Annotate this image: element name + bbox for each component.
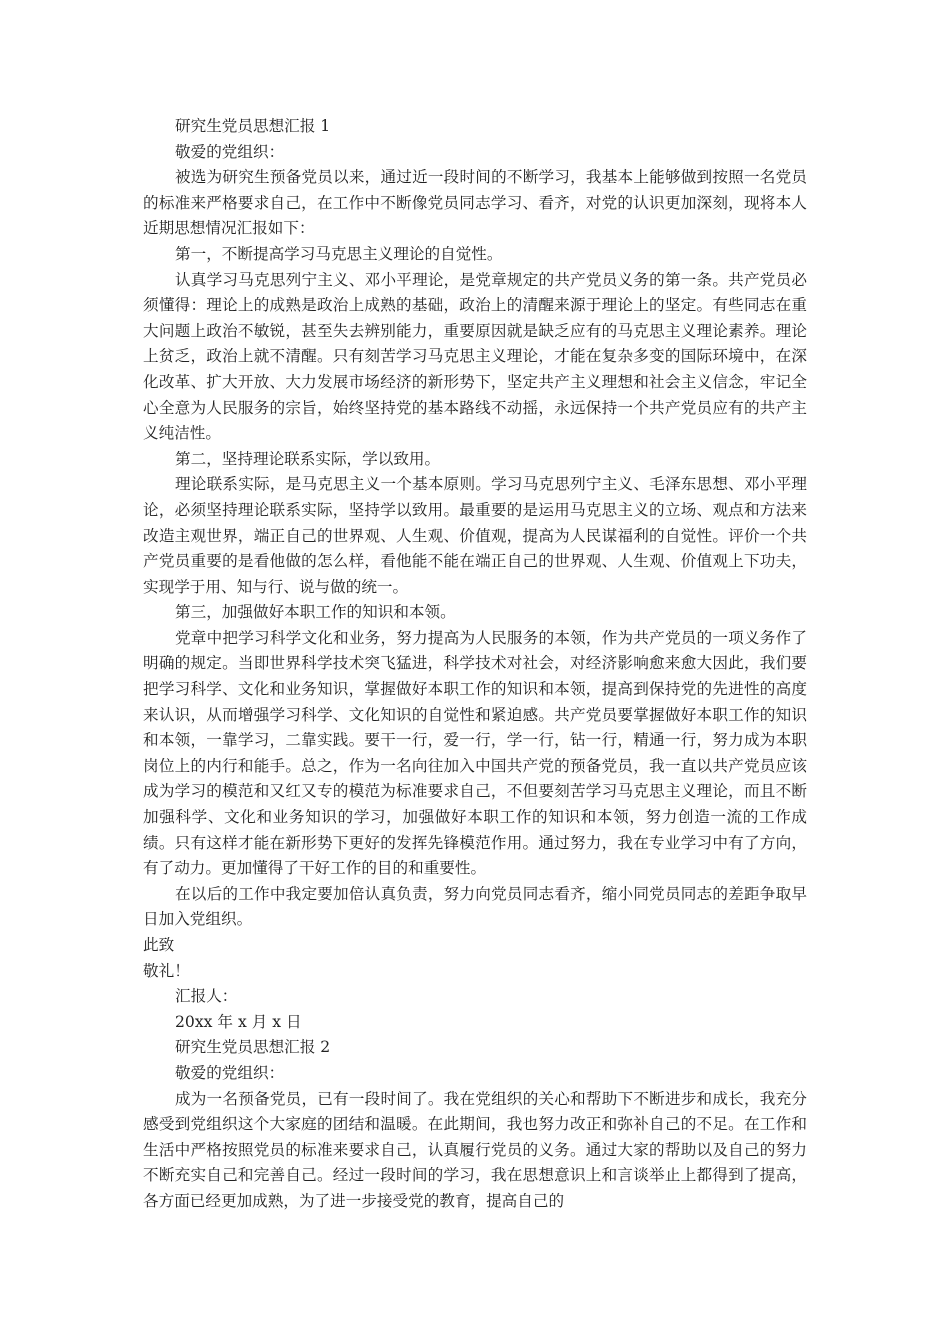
report-1-salutation: 敬爱的党组织： [175, 142, 285, 161]
body-paragraph: 认真学习马克思列宁主义、邓小平理论，是党章规定的共产党员义务的第一条。共产党员必须懂得：理论上的成熟是政治上成熟的基础，政治上的清醒来源于理论上的坚定。有些同志在重大问题上政治不敏锐，甚至失去辨别能力，重要原因就是缺乏应有的马克思主义理论素养。理论上贫乏，政治上就不清醒。只有刻苦学习马克思主义理论，才能在复杂多变的国际环境中，在深化改革、扩大开放、大力发展市场经济的新形势下，坚定共产主义理想和社会主义信念，牢记全心全意为人民服务的宗旨，始终坚持党的基本路线不动摇，永远保持一个共产党员应有的共产主义纯洁性。 [143, 270, 807, 443]
document-body [143, 114, 807, 1215]
report-date: 20xx 年 x 月 x 日 [175, 1012, 302, 1031]
closing-line-2: 敬礼！ [143, 961, 190, 980]
body-paragraph: 党章中把学习科学文化和业务，努力提高为人民服务的本领，作为共产党员的一项义务作了明确的规定。当即世界科学技术突飞猛进，科学技术对社会，对经济影响愈来愈大因此，我们要把学习科学、文化和业务知识，掌握做好本职工作的知识和本领，提高到保持党的先进性的高度来认识，从而增强学习科学、文化知识的自觉性和紧迫感。共产党员要掌握做好本职工作的知识和本领，一靠学习，二靠实践。要干一行，爱一行，学一行，钻一行，精通一行，努力成为本职岗位上的内行和能手。总之，作为一名向往加入中国共产党的预备党员，我一直以共产党员应该成为学习的模范和又红又专的模范为标准要求自己，不但要刻苦学习马克思主义理论，而且不断加强科学、文化和业务知识的学习，加强做好本职工作的知识和本领，努力创造一流的工作成绩。只有这样才能在新形势下更好的发挥先锋模范作用。通过努力，我在专业学习中有了方向，有了动力。更加懂得了干好工作的目的和重要性。 [143, 628, 807, 878]
report-2-salutation: 敬爱的党组织： [175, 1063, 285, 1082]
reporter-label: 汇报人： [175, 987, 238, 1006]
section-heading-2: 第二，坚持理论联系实际，学以致用。 [175, 449, 441, 468]
section-heading-1: 第一，不断提高学习马克思主义理论的自觉性。 [175, 244, 503, 263]
section-heading-3: 第三，加强做好本职工作的知识和本领。 [175, 603, 456, 622]
report-1-title: 研究生党员思想汇报 1 [175, 117, 331, 135]
body-paragraph: 被选为研究生预备党员以来，通过近一段时间的不断学习，我基本上能够做到按照一名党员的标准来严格要求自己，在工作中不断像党员同志学习、看齐，对党的认识更加深刻，现将本人近期思想情况汇报如下： [143, 168, 807, 238]
body-paragraph: 成为一名预备党员，已有一段时间了。我在党组织的关心和帮助下不断进步和成长，我充分感受到党组织这个大家庭的团结和温暖。在此期间，我也努力改正和弥补自己的不足。在工作和生活中严格按照党员的标准来要求自己，认真履行党员的义务。通过大家的帮助以及自己的努力不断充实自己和完善自己。经过一段时间的学习，我在思想意识上和言谈举止上都得到了提高，各方面已经更加成熟，为了进一步接受党的教育，提高自己的 [143, 1089, 807, 1210]
closing-line-1: 此致 [143, 936, 175, 954]
report-2-title: 研究生党员思想汇报 2 [175, 1038, 331, 1057]
body-paragraph: 理论联系实际，是马克思主义一个基本原则。学习马克思列宁主义、毛泽东思想、邓小平理论，必须坚持理论联系实际，坚持学以致用。最重要的是运用马克思主义的立场、观点和方法来改造主观世界，端正自己的世界观、人生观、价值观，提高为人民谋福利的自觉性。评价一个共产党员重要的是看他做的怎么样，看他能不能在端正自己的世界观、人生观、价值观上下功夫，实现学于用、知与行、说与做的统一。 [143, 475, 807, 596]
body-paragraph: 在以后的工作中我定要加倍认真负责，努力向党员同志看齐，缩小同党员同志的差距争取早日加入党组织。 [143, 884, 807, 929]
